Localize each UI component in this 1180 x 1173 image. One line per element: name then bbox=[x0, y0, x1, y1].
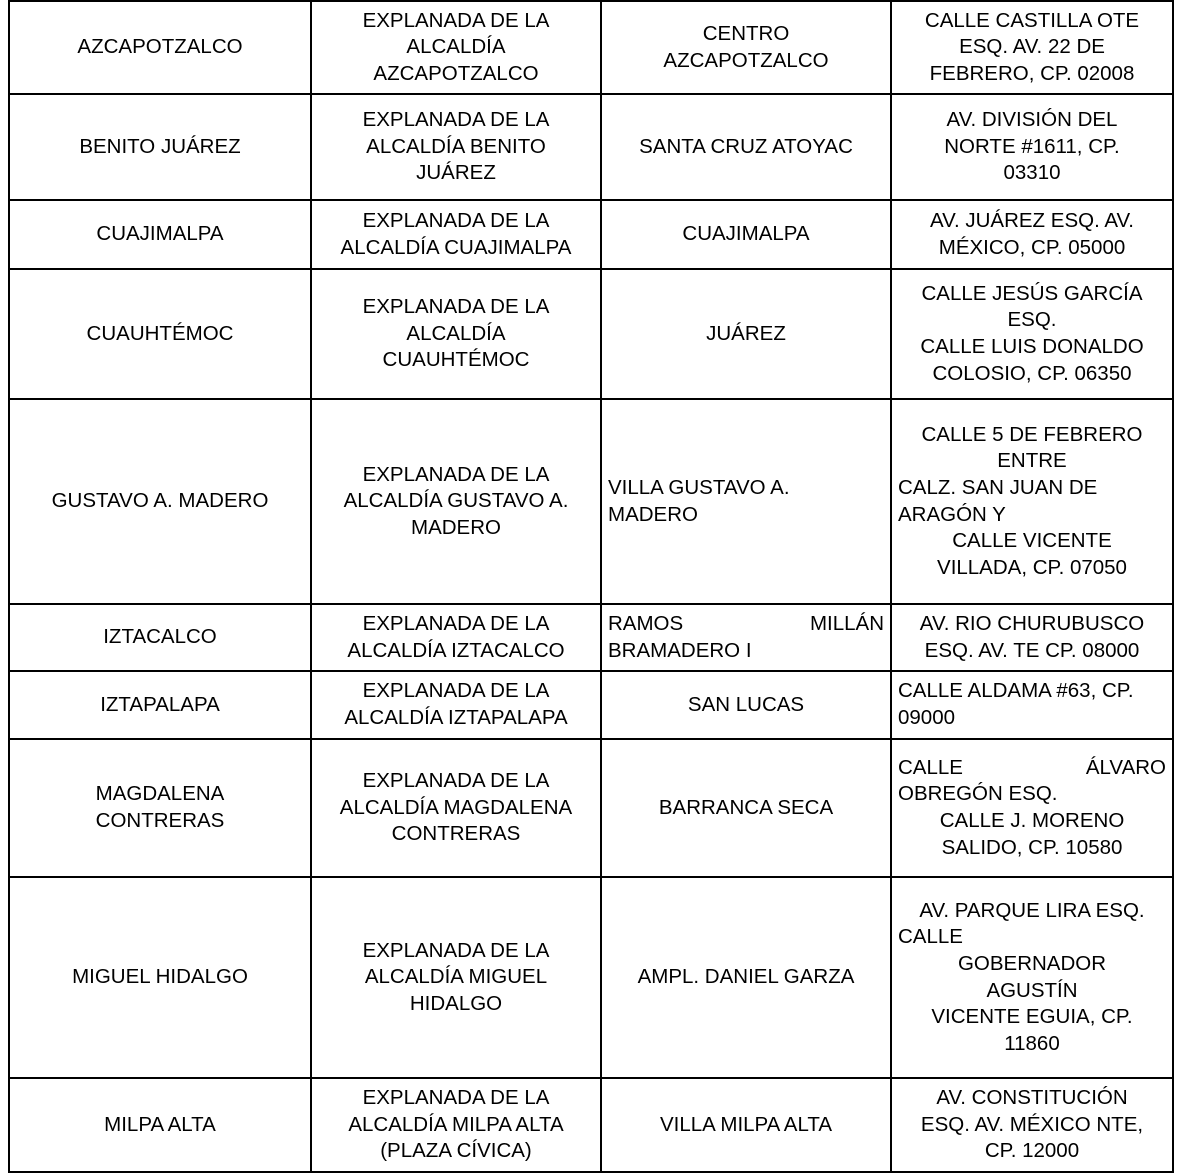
alcaldias-table-container bbox=[8, 0, 1172, 1173]
cell-sede bbox=[311, 1, 601, 94]
text-line: CONTRERAS bbox=[95, 809, 225, 832]
alcaldias-table bbox=[8, 0, 1174, 1173]
text-line: ESQ. AV. TE CP. 08000 bbox=[924, 638, 1140, 662]
text-line: CALLE ÁLVARO bbox=[898, 755, 1166, 779]
cell-alcaldia: MILPA ALTA bbox=[9, 1078, 311, 1172]
cell-direccion bbox=[891, 399, 1173, 604]
text-line: EXPLANADA DE LA bbox=[362, 208, 550, 232]
table-row bbox=[9, 94, 1173, 200]
text-line: OBREGÓN ESQ. bbox=[898, 782, 1058, 806]
text-line: (PLAZA CÍVICA) bbox=[380, 1139, 532, 1163]
text-line: CALLE CASTILLA OTE bbox=[924, 8, 1140, 32]
text-line: ALCALDÍA BENITO bbox=[366, 134, 546, 158]
text-line: CALLE JESÚS GARCÍA bbox=[921, 281, 1143, 305]
text-line: EXPLANADA DE LA bbox=[362, 611, 550, 635]
table-row bbox=[9, 1078, 1173, 1172]
text-line: COLOSIO, CP. 06350 bbox=[932, 361, 1132, 385]
text-line: CALLE J. MORENO bbox=[939, 809, 1125, 832]
cell-sede bbox=[311, 94, 601, 200]
table-row bbox=[9, 877, 1173, 1078]
text-line: ALCALDÍA IZTACALCO bbox=[347, 638, 565, 662]
text-line: ESQ. AV. 22 DE bbox=[959, 35, 1105, 59]
cell-alcaldia: CUAJIMALPA bbox=[9, 200, 311, 269]
text-line: ENTRE bbox=[997, 449, 1067, 473]
cell-sede bbox=[311, 200, 601, 269]
text-line: ESQ. bbox=[1007, 308, 1057, 332]
cell-colonia: AMPL. DANIEL GARZA bbox=[601, 877, 891, 1078]
text-line: GOBERNADOR bbox=[957, 951, 1107, 975]
text-line: CALLE LUIS DONALDO bbox=[920, 335, 1144, 358]
cell-direccion bbox=[891, 604, 1173, 671]
cell-colonia bbox=[601, 399, 891, 604]
text-line: ALCALDÍA bbox=[406, 35, 506, 59]
text-line: AV. JUÁREZ ESQ. AV. bbox=[930, 208, 1134, 232]
cell-sede bbox=[311, 269, 601, 399]
text-line: EXPLANADA DE LA bbox=[362, 1086, 550, 1110]
text-line: VICENTE EGUIA, CP. bbox=[931, 1005, 1133, 1029]
text-line: HIDALGO bbox=[409, 991, 503, 1015]
text-line: AZCAPOTZALCO bbox=[373, 61, 539, 85]
cell-colonia: SANTA CRUZ ATOYAC bbox=[601, 94, 891, 200]
text-line: ARAGÓN Y bbox=[898, 502, 1006, 526]
cell-direccion bbox=[891, 739, 1173, 877]
text-line: ALCALDÍA CUAJIMALPA bbox=[340, 235, 572, 259]
table-row bbox=[9, 739, 1173, 877]
cell-alcaldia: AZCAPOTZALCO bbox=[9, 1, 311, 94]
cell-alcaldia: IZTAPALAPA bbox=[9, 671, 311, 739]
cell-sede bbox=[311, 1078, 601, 1172]
cell-direccion bbox=[891, 671, 1173, 739]
text-line: RAMOS MILLÁN bbox=[608, 611, 884, 635]
text-line: CP. 12000 bbox=[984, 1139, 1080, 1163]
text-line: EXPLANADA DE LA bbox=[362, 295, 550, 319]
cell-direccion bbox=[891, 94, 1173, 200]
table-row bbox=[9, 604, 1173, 671]
text-line: MADERO bbox=[608, 502, 698, 526]
text-line: ALCALDÍA MAGDALENA bbox=[339, 795, 573, 819]
text-line: VILLA GUSTAVO A. bbox=[608, 475, 790, 499]
cell-colonia: JUÁREZ bbox=[601, 269, 891, 399]
text-line: CALLE bbox=[898, 925, 963, 949]
cell-colonia: CUAJIMALPA bbox=[601, 200, 891, 269]
table-row bbox=[9, 399, 1173, 604]
text-line: NORTE #1611, CP. bbox=[944, 134, 1120, 158]
text-line: CENTRO bbox=[702, 21, 790, 45]
cell-colonia bbox=[601, 604, 891, 671]
cell-colonia: BARRANCA SECA bbox=[601, 739, 891, 877]
text-line: CALLE ALDAMA #63, CP. bbox=[898, 679, 1134, 703]
cell-sede bbox=[311, 739, 601, 877]
cell-alcaldia: CUAUHTÉMOC bbox=[9, 269, 311, 399]
text-line: ALCALDÍA bbox=[406, 321, 506, 345]
cell-alcaldia: BENITO JUÁREZ bbox=[9, 94, 311, 200]
cell-sede bbox=[311, 604, 601, 671]
table-row bbox=[9, 200, 1173, 269]
cell-sede bbox=[311, 671, 601, 739]
text-line: EXPLANADA DE LA bbox=[362, 938, 550, 962]
cell-direccion bbox=[891, 269, 1173, 399]
text-line: CONTRERAS bbox=[391, 822, 521, 846]
text-line: AV. PARQUE LIRA ESQ. bbox=[919, 898, 1145, 922]
text-line: CALLE 5 DE FEBRERO bbox=[921, 422, 1143, 446]
cell-alcaldia: IZTACALCO bbox=[9, 604, 311, 671]
cell-colonia bbox=[601, 1, 891, 94]
table-row bbox=[9, 1, 1173, 94]
cell-direccion bbox=[891, 1, 1173, 94]
text-line: ESQ. AV. MÉXICO NTE, bbox=[920, 1112, 1144, 1136]
cell-alcaldia: GUSTAVO A. MADERO bbox=[9, 399, 311, 604]
text-line: JUÁREZ bbox=[416, 161, 496, 185]
cell-direccion bbox=[891, 1078, 1173, 1172]
text-line: CALLE VICENTE bbox=[952, 529, 1112, 553]
text-line: SALIDO, CP. 10580 bbox=[941, 835, 1123, 859]
text-line: ALCALDÍA IZTAPALAPA bbox=[344, 706, 568, 729]
text-line: CALZ. SAN JUAN DE bbox=[898, 475, 1098, 499]
text-line: EXPLANADA DE LA bbox=[362, 462, 550, 486]
cell-colonia: SAN LUCAS bbox=[601, 671, 891, 739]
text-line: EXPLANADA DE LA bbox=[362, 8, 550, 32]
text-line: MÉXICO, CP. 05000 bbox=[938, 235, 1126, 259]
table-body bbox=[9, 1, 1173, 1172]
text-line: AV. CONSTITUCIÓN bbox=[936, 1086, 1128, 1110]
cell-sede bbox=[311, 399, 601, 604]
table-row bbox=[9, 269, 1173, 399]
cell-direccion bbox=[891, 200, 1173, 269]
table-row bbox=[9, 671, 1173, 739]
text-line: BRAMADERO I bbox=[608, 638, 752, 662]
text-line: EXPLANADA DE LA bbox=[362, 108, 550, 132]
cell-alcaldia bbox=[9, 739, 311, 877]
cell-colonia: VILLA MILPA ALTA bbox=[601, 1078, 891, 1172]
text-line: 09000 bbox=[898, 706, 956, 729]
text-line: ALCALDÍA MIGUEL bbox=[364, 965, 548, 989]
text-line: AGUSTÍN bbox=[986, 978, 1078, 1002]
text-line: AV. DIVISIÓN DEL bbox=[946, 108, 1118, 132]
cell-direccion bbox=[891, 877, 1173, 1078]
text-line: MAGDALENA bbox=[95, 782, 225, 806]
text-line: ALCALDÍA MILPA ALTA bbox=[348, 1112, 564, 1136]
text-line: AZCAPOTZALCO bbox=[663, 48, 829, 72]
text-line: EXPLANADA DE LA bbox=[362, 769, 550, 793]
text-line: EXPLANADA DE LA bbox=[362, 679, 550, 703]
text-line: FEBRERO, CP. 02008 bbox=[929, 61, 1135, 85]
text-line: CUAUHTÉMOC bbox=[382, 348, 530, 372]
cell-sede bbox=[311, 877, 601, 1078]
cell-alcaldia: MIGUEL HIDALGO bbox=[9, 877, 311, 1078]
text-line: VILLADA, CP. 07050 bbox=[937, 555, 1127, 579]
text-line: ALCALDÍA GUSTAVO A. bbox=[343, 489, 569, 513]
text-line: 11860 bbox=[1004, 1031, 1060, 1055]
text-line: MADERO bbox=[411, 515, 501, 539]
text-line: 03310 bbox=[1003, 161, 1061, 185]
text-line: AV. RIO CHURUBUSCO bbox=[919, 611, 1145, 635]
